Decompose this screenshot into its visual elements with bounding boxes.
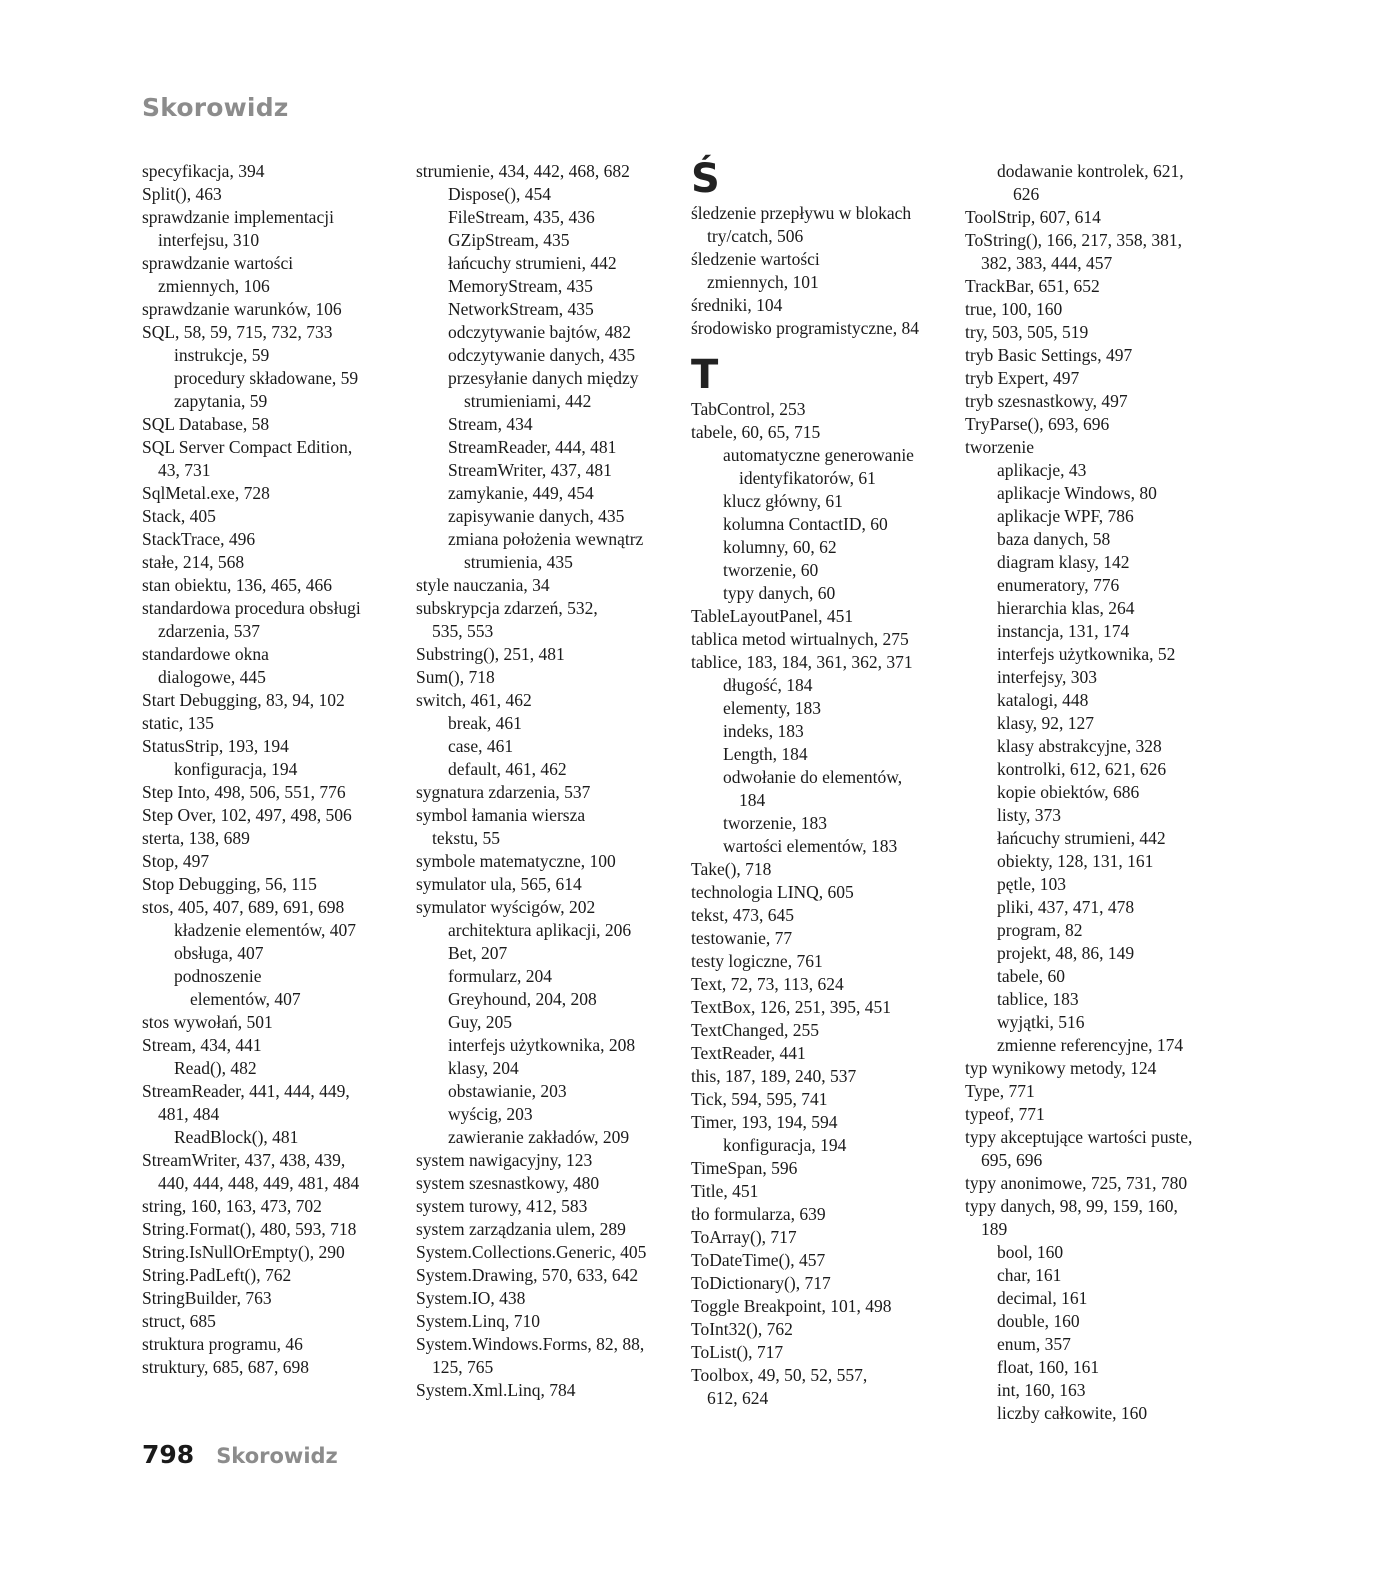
index-entry: double, 160 bbox=[997, 1311, 1080, 1331]
index-entry: program, 82 bbox=[997, 920, 1083, 940]
index-entry: System.Collections.Generic, 405 bbox=[416, 1242, 647, 1262]
page-number: 798 bbox=[142, 1440, 195, 1469]
index-entry: Step Over, 102, 497, 498, 506 bbox=[142, 805, 352, 825]
index-entry: static, 135 bbox=[142, 713, 214, 733]
index-entry: Toggle Breakpoint, 101, 498 bbox=[691, 1296, 892, 1316]
index-entry: kolumna ContactID, 60 bbox=[723, 514, 888, 534]
index-entry: Stream, 434 bbox=[448, 414, 533, 434]
index-entry: śledzenie wartości bbox=[691, 249, 820, 269]
index-entry: sterta, 138, 689 bbox=[142, 828, 250, 848]
index-entry: kontrolki, 612, 621, 626 bbox=[997, 759, 1167, 779]
index-entry: tablice, 183, 184, 361, 362, 371 bbox=[691, 652, 913, 672]
index-entry: architektura aplikacji, 206 bbox=[448, 920, 632, 940]
index-entry: technologia LINQ, 605 bbox=[691, 882, 854, 902]
index-entry: GZipStream, 435 bbox=[448, 230, 570, 250]
index-entry: pliki, 437, 471, 478 bbox=[997, 897, 1135, 917]
index-entry: przesyłanie danych między bbox=[448, 368, 639, 388]
index-entry: TimeSpan, 596 bbox=[691, 1158, 798, 1178]
index-entry: średniki, 104 bbox=[691, 295, 783, 315]
index-entry: interfejs użytkownika, 208 bbox=[448, 1035, 636, 1055]
index-entry: system turowy, 412, 583 bbox=[416, 1196, 588, 1216]
index-entry: stos, 405, 407, 689, 691, 698 bbox=[142, 897, 345, 917]
index-entry: StreamWriter, 437, 481 bbox=[448, 460, 612, 480]
index-entry: Stop Debugging, 56, 115 bbox=[142, 874, 317, 894]
index-entry: listy, 373 bbox=[997, 805, 1062, 825]
index-entry: tekstu, 55 bbox=[432, 828, 501, 848]
index-entry: true, 100, 160 bbox=[965, 299, 1063, 319]
index-entry: StreamWriter, 437, 438, 439, bbox=[142, 1150, 346, 1170]
index-entry: ReadBlock(), 481 bbox=[174, 1127, 299, 1147]
index-entry: tabele, 60 bbox=[997, 966, 1066, 986]
index-entry: tablica metod wirtualnych, 275 bbox=[691, 629, 909, 649]
index-column-3 bbox=[691, 156, 976, 1410]
index-entry: Greyhound, 204, 208 bbox=[448, 989, 597, 1009]
index-entry: dodawanie kontrolek, 621, bbox=[997, 161, 1184, 181]
index-entry: tryb szesnastkowy, 497 bbox=[965, 391, 1128, 411]
index-entry: style nauczania, 34 bbox=[416, 575, 550, 595]
index-entry: default, 461, 462 bbox=[448, 759, 567, 779]
index-entry: zamykanie, 449, 454 bbox=[448, 483, 594, 503]
index-entry: instrukcje, 59 bbox=[174, 345, 270, 365]
index-entry: Substring(), 251, 481 bbox=[416, 644, 565, 664]
index-entry: formularz, 204 bbox=[448, 966, 552, 986]
index-entry: typy danych, 98, 99, 159, 160, bbox=[965, 1196, 1178, 1216]
index-entry: długość, 184 bbox=[723, 675, 813, 695]
index-entry: case, 461 bbox=[448, 736, 514, 756]
index-entry: odczytywanie bajtów, 482 bbox=[448, 322, 632, 342]
index-entry: Bet, 207 bbox=[448, 943, 508, 963]
index-entry: system nawigacyjny, 123 bbox=[416, 1150, 593, 1170]
index-entry: typy akceptujące wartości puste, bbox=[965, 1127, 1193, 1147]
index-entry: projekt, 48, 86, 149 bbox=[997, 943, 1135, 963]
index-entry: TabControl, 253 bbox=[691, 399, 806, 419]
index-entry: Read(), 482 bbox=[174, 1058, 257, 1078]
index-entry: Sum(), 718 bbox=[416, 667, 495, 687]
index-entry: StackTrace, 496 bbox=[142, 529, 256, 549]
index-entry: ToolStrip, 607, 614 bbox=[965, 207, 1101, 227]
index-entry: symulator wyścigów, 202 bbox=[416, 897, 596, 917]
index-entry: obstawianie, 203 bbox=[448, 1081, 567, 1101]
index-entry: łańcuchy strumieni, 442 bbox=[448, 253, 617, 273]
index-entry: int, 160, 163 bbox=[997, 1380, 1086, 1400]
index-entry: SQL, 58, 59, 715, 732, 733 bbox=[142, 322, 333, 342]
index-entry: diagram klasy, 142 bbox=[997, 552, 1130, 572]
index-entry: sprawdzanie warunków, 106 bbox=[142, 299, 342, 319]
index-entry: zmienne referencyjne, 174 bbox=[997, 1035, 1184, 1055]
index-entry: klasy, 92, 127 bbox=[997, 713, 1095, 733]
index-entry: Dispose(), 454 bbox=[448, 184, 552, 204]
index-entry: tworzenie bbox=[965, 437, 1034, 457]
running-header: Skorowidz bbox=[142, 93, 289, 122]
index-column-4 bbox=[965, 160, 1250, 1425]
section-letter: T bbox=[691, 352, 719, 398]
index-entry: Text, 72, 73, 113, 624 bbox=[691, 974, 844, 994]
index-entry: TableLayoutPanel, 451 bbox=[691, 606, 854, 626]
index-entry: tworzenie, 183 bbox=[723, 813, 827, 833]
index-column-1 bbox=[142, 160, 427, 1379]
index-entry: 481, 484 bbox=[158, 1104, 220, 1124]
index-entry: Stream, 434, 441 bbox=[142, 1035, 262, 1055]
index-entry: zmiana położenia wewnątrz bbox=[448, 529, 644, 549]
page-footer bbox=[142, 1440, 338, 1469]
index-entry: char, 161 bbox=[997, 1265, 1062, 1285]
index-entry: interfejsu, 310 bbox=[158, 230, 260, 250]
index-entry: Take(), 718 bbox=[691, 859, 772, 879]
index-entry: FileStream, 435, 436 bbox=[448, 207, 595, 227]
index-entry: tablice, 183 bbox=[997, 989, 1079, 1009]
index-entry: zawieranie zakładów, 209 bbox=[448, 1127, 630, 1147]
index-entry: System.Windows.Forms, 82, 88, bbox=[416, 1334, 645, 1354]
index-entry: sygnatura zdarzenia, 537 bbox=[416, 782, 591, 802]
index-entry: dialogowe, 445 bbox=[158, 667, 266, 687]
index-entry: odwołanie do elementów, bbox=[723, 767, 903, 787]
index-entry: float, 160, 161 bbox=[997, 1357, 1100, 1377]
index-entry: enumeratory, 776 bbox=[997, 575, 1120, 595]
index-entry: klasy abstrakcyjne, 328 bbox=[997, 736, 1162, 756]
index-entry: elementy, 183 bbox=[723, 698, 822, 718]
index-entry: TextChanged, 255 bbox=[691, 1020, 820, 1040]
index-entry: struct, 685 bbox=[142, 1311, 216, 1331]
index-entry: Step Into, 498, 506, 551, 776 bbox=[142, 782, 346, 802]
index-entry: sprawdzanie implementacji bbox=[142, 207, 334, 227]
index-entry: Title, 451 bbox=[691, 1181, 759, 1201]
index-entry: łańcuchy strumieni, 442 bbox=[997, 828, 1166, 848]
index-entry: 125, 765 bbox=[432, 1357, 494, 1377]
index-entry: bool, 160 bbox=[997, 1242, 1064, 1262]
index-entry: 535, 553 bbox=[432, 621, 494, 641]
index-entry: Guy, 205 bbox=[448, 1012, 513, 1032]
index-entry: Split(), 463 bbox=[142, 184, 222, 204]
index-entry: struktura programu, 46 bbox=[142, 1334, 303, 1354]
index-entry: Type, 771 bbox=[965, 1081, 1035, 1101]
index-entry: String.IsNullOrEmpty(), 290 bbox=[142, 1242, 345, 1262]
index-entry: stan obiektu, 136, 465, 466 bbox=[142, 575, 333, 595]
index-entry: katalogi, 448 bbox=[997, 690, 1089, 710]
index-entry: Start Debugging, 83, 94, 102 bbox=[142, 690, 345, 710]
index-entry: Stop, 497 bbox=[142, 851, 210, 871]
index-entry: wyścig, 203 bbox=[448, 1104, 533, 1124]
index-entry: strumienie, 434, 442, 468, 682 bbox=[416, 161, 630, 181]
index-entry: podnoszenie bbox=[174, 966, 262, 986]
index-entry: środowisko programistyczne, 84 bbox=[691, 318, 919, 338]
index-entry: baza danych, 58 bbox=[997, 529, 1111, 549]
index-entry: Tick, 594, 595, 741 bbox=[691, 1089, 828, 1109]
index-entry: Length, 184 bbox=[723, 744, 808, 764]
index-entry: testowanie, 77 bbox=[691, 928, 793, 948]
index-entry: interfejs użytkownika, 52 bbox=[997, 644, 1176, 664]
index-entry: tryb Basic Settings, 497 bbox=[965, 345, 1133, 365]
index-entry: konfiguracja, 194 bbox=[723, 1135, 847, 1155]
index-entry: System.Linq, 710 bbox=[416, 1311, 540, 1331]
index-entry: TrackBar, 651, 652 bbox=[965, 276, 1100, 296]
index-entry: subskrypcja zdarzeń, 532, bbox=[416, 598, 598, 618]
index-entry: kopie obiektów, 686 bbox=[997, 782, 1140, 802]
index-entry: kładzenie elementów, 407 bbox=[174, 920, 357, 940]
index-entry: symulator ula, 565, 614 bbox=[416, 874, 582, 894]
index-entry: symbol łamania wiersza bbox=[416, 805, 586, 825]
index-entry: pętle, 103 bbox=[997, 874, 1067, 894]
index-entry: śledzenie przepływu w blokach bbox=[691, 203, 912, 223]
index-entry: indeks, 183 bbox=[723, 721, 804, 741]
index-entry: 382, 383, 444, 457 bbox=[981, 253, 1113, 273]
index-entry: konfiguracja, 194 bbox=[174, 759, 298, 779]
index-entry: 43, 731 bbox=[158, 460, 211, 480]
index-entry: StreamReader, 444, 481 bbox=[448, 437, 617, 457]
index-entry: System.IO, 438 bbox=[416, 1288, 526, 1308]
index-entry: hierarchia klas, 264 bbox=[997, 598, 1135, 618]
index-entry: 440, 444, 448, 449, 481, 484 bbox=[158, 1173, 360, 1193]
index-entry: standardowe okna bbox=[142, 644, 269, 664]
index-entry: SQL Server Compact Edition, bbox=[142, 437, 353, 457]
index-entry: liczby całkowite, 160 bbox=[997, 1403, 1148, 1423]
index-entry: system szesnastkowy, 480 bbox=[416, 1173, 600, 1193]
index-entry: aplikacje WPF, 786 bbox=[997, 506, 1134, 526]
index-entry: stałe, 214, 568 bbox=[142, 552, 245, 572]
index-entry: System.Xml.Linq, 784 bbox=[416, 1380, 576, 1400]
index-entry: NetworkStream, 435 bbox=[448, 299, 594, 319]
index-entry: identyfikatorów, 61 bbox=[739, 468, 876, 488]
index-entry: tło formularza, 639 bbox=[691, 1204, 826, 1224]
index-entry: String.PadLeft(), 762 bbox=[142, 1265, 292, 1285]
index-entry: ToList(), 717 bbox=[691, 1342, 784, 1362]
index-entry: odczytywanie danych, 435 bbox=[448, 345, 636, 365]
index-entry: StatusStrip, 193, 194 bbox=[142, 736, 289, 756]
index-entry: switch, 461, 462 bbox=[416, 690, 532, 710]
index-entry: elementów, 407 bbox=[190, 989, 301, 1009]
index-entry: 695, 696 bbox=[981, 1150, 1043, 1170]
index-entry: typ wynikowy metody, 124 bbox=[965, 1058, 1157, 1078]
index-entry: procedury składowane, 59 bbox=[174, 368, 359, 388]
index-entry: testy logiczne, 761 bbox=[691, 951, 823, 971]
index-entry: SQL Database, 58 bbox=[142, 414, 270, 434]
index-entry: string, 160, 163, 473, 702 bbox=[142, 1196, 322, 1216]
index-entry: TextReader, 441 bbox=[691, 1043, 806, 1063]
index-entry: Stack, 405 bbox=[142, 506, 216, 526]
index-entry: ToDateTime(), 457 bbox=[691, 1250, 826, 1270]
index-entry: kolumny, 60, 62 bbox=[723, 537, 837, 557]
index-entry: wartości elementów, 183 bbox=[723, 836, 898, 856]
index-entry: zapisywanie danych, 435 bbox=[448, 506, 625, 526]
index-entry: standardowa procedura obsługi bbox=[142, 598, 361, 618]
index-entry: enum, 357 bbox=[997, 1334, 1071, 1354]
index-entry: specyfikacja, 394 bbox=[142, 161, 265, 181]
index-entry: aplikacje Windows, 80 bbox=[997, 483, 1157, 503]
index-entry: StringBuilder, 763 bbox=[142, 1288, 272, 1308]
index-entry: zapytania, 59 bbox=[174, 391, 268, 411]
index-entry: obiekty, 128, 131, 161 bbox=[997, 851, 1154, 871]
index-entry: strumienia, 435 bbox=[464, 552, 573, 572]
index-entry: tryb Expert, 497 bbox=[965, 368, 1080, 388]
index-entry: aplikacje, 43 bbox=[997, 460, 1087, 480]
index-entry: interfejsy, 303 bbox=[997, 667, 1097, 687]
index-entry: try/catch, 506 bbox=[707, 226, 804, 246]
index-entry: obsługa, 407 bbox=[174, 943, 264, 963]
index-entry: 184 bbox=[739, 790, 766, 810]
index-entry: 189 bbox=[981, 1219, 1008, 1239]
index-entry: decimal, 161 bbox=[997, 1288, 1088, 1308]
index-entry: system zarządzania ulem, 289 bbox=[416, 1219, 626, 1239]
index-entry: Timer, 193, 194, 594 bbox=[691, 1112, 838, 1132]
index-entry: Toolbox, 49, 50, 52, 557, bbox=[691, 1365, 868, 1385]
index-entry: ToArray(), 717 bbox=[691, 1227, 797, 1247]
index-entry: SqlMetal.exe, 728 bbox=[142, 483, 270, 503]
index-entry: wyjątki, 516 bbox=[997, 1012, 1085, 1032]
index-entry: stos wywołań, 501 bbox=[142, 1012, 273, 1032]
section-letter: Ś bbox=[691, 156, 720, 202]
index-entry: instancja, 131, 174 bbox=[997, 621, 1130, 641]
index-entry: zmiennych, 101 bbox=[707, 272, 819, 292]
index-entry: zmiennych, 106 bbox=[158, 276, 270, 296]
index-entry: struktury, 685, 687, 698 bbox=[142, 1357, 310, 1377]
index-entry: String.Format(), 480, 593, 718 bbox=[142, 1219, 357, 1239]
index-entry: TryParse(), 693, 696 bbox=[965, 414, 1110, 434]
index-entry: ToString(), 166, 217, 358, 381, bbox=[965, 230, 1183, 250]
index-entry: break, 461 bbox=[448, 713, 522, 733]
index-entry: ToDictionary(), 717 bbox=[691, 1273, 831, 1293]
index-entry: typy anonimowe, 725, 731, 780 bbox=[965, 1173, 1188, 1193]
index-entry: zdarzenia, 537 bbox=[158, 621, 261, 641]
index-entry: 626 bbox=[1013, 184, 1040, 204]
footer-title: Skorowidz bbox=[216, 1444, 338, 1468]
index-entry: System.Drawing, 570, 633, 642 bbox=[416, 1265, 639, 1285]
index-entry: automatyczne generowanie bbox=[723, 445, 914, 465]
index-entry: StreamReader, 441, 444, 449, bbox=[142, 1081, 350, 1101]
index-entry: ToInt32(), 762 bbox=[691, 1319, 793, 1339]
index-entry: tekst, 473, 645 bbox=[691, 905, 795, 925]
index-column-2 bbox=[416, 160, 701, 1402]
index-entry: strumieniami, 442 bbox=[464, 391, 592, 411]
index-entry: try, 503, 505, 519 bbox=[965, 322, 1089, 342]
index-entry: symbole matematyczne, 100 bbox=[416, 851, 616, 871]
index-entry: typeof, 771 bbox=[965, 1104, 1045, 1124]
index-entry: MemoryStream, 435 bbox=[448, 276, 593, 296]
index-entry: tworzenie, 60 bbox=[723, 560, 819, 580]
index-entry: klucz główny, 61 bbox=[723, 491, 843, 511]
index-entry: typy danych, 60 bbox=[723, 583, 836, 603]
index-entry: tabele, 60, 65, 715 bbox=[691, 422, 821, 442]
index-entry: sprawdzanie wartości bbox=[142, 253, 294, 273]
index-entry: this, 187, 189, 240, 537 bbox=[691, 1066, 857, 1086]
index-entry: 612, 624 bbox=[707, 1388, 769, 1408]
index-entry: TextBox, 126, 251, 395, 451 bbox=[691, 997, 892, 1017]
index-entry: klasy, 204 bbox=[448, 1058, 519, 1078]
